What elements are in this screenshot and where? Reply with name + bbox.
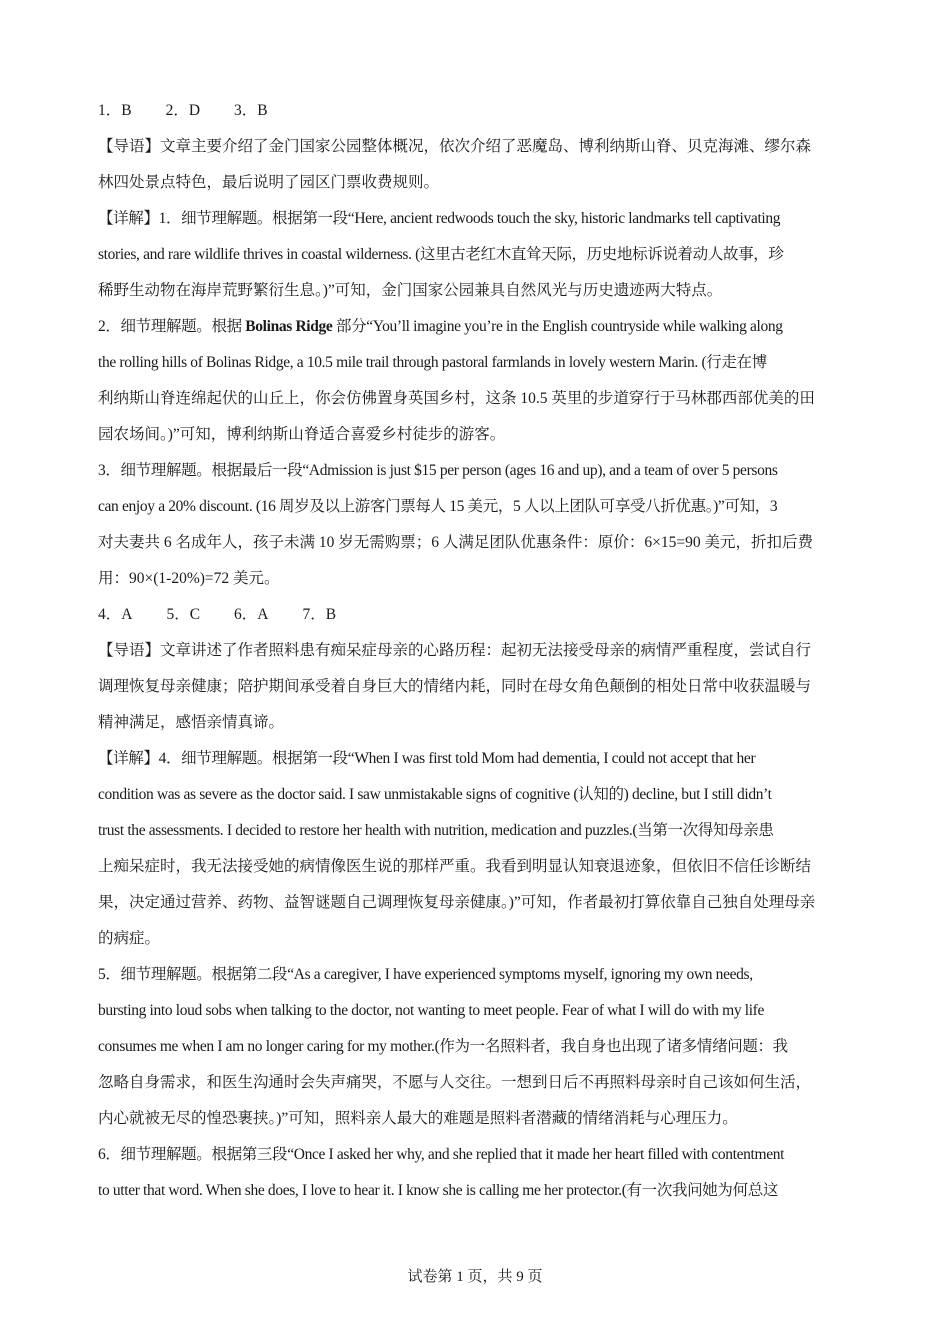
detail-4-line: trust the assessments. I decided to restore her health with nutrition, medication and puzzles.(当第一次得知母亲患 [98,822,774,839]
detail-2-rest: 部分“You’ll imagine you’re in the English countryside while walking along [332,318,783,335]
detail-3-line: 用：90×(1-20%)=72 美元。 [98,570,280,587]
detail-6-line: 6．细节理解题。根据第三段“Once I asked her why, and she replied that it made her heart filled with contentment [98,1146,785,1163]
answer-6: 6．A [234,606,269,623]
detail-2-line: the rolling hills of Bolinas Ridge, a 10.5 mile trail through pastoral farmlands in lovely western Marin. (行走在博 [98,354,767,371]
detail-2-line [98,309,854,345]
detail-4-line: condition was as severe as the doctor said. I saw unmistakable signs of cognitive (认知的) decline, but I still didn’t [98,786,772,803]
document-body [98,93,854,1209]
passage-b-intro-line: 【导语】文章讲述了作者照料患有痴呆症母亲的心路历程：起初无法接受母亲的病情严重程度，尝试自行 [98,642,812,659]
answer-key-row-1 [98,93,854,129]
detail-1-line: 【详解】1．细节理解题。根据第一段“Here, ancient redwoods touch the sky, historic landmarks tell captivating [98,210,781,227]
answer-3: 3．B [234,102,268,119]
answer-2: 2．D [165,102,201,119]
detail-4-line: 上痴呆症时，我无法接受她的病情像医生说的那样严重。我看到明显认知衰退迹象，但依旧不信任诊断结 [98,858,812,875]
answer-4: 4．A [98,606,133,623]
detail-2-line: 利纳斯山脊连绵起伏的山丘上，你会仿佛置身英国乡村，这条 10.5 英里的步道穿行于马林郡西部优美的田 [98,390,815,407]
detail-3-line: 对夫妻共 6 名成年人，孩子未满 10 岁无需购票；6 人满足团队优惠条件：原价：6×15=90 美元，折扣后费 [98,534,813,551]
detail-1-line: 稀野生动物在海岸荒野繁衍生息。)”可知，金门国家公园兼具自然风光与历史遗迹两大特点。 [98,282,723,299]
bolinas-ridge-bold: Bolinas Ridge [245,318,333,335]
detail-5-line: 忽略自身需求，和医生沟通时会失声痛哭，不愿与人交往。一想到日后不再照料母亲时自己该如何生活， [98,1074,812,1091]
answer-key-row-2 [98,597,854,633]
detail-3-line: 3．细节理解题。根据最后一段“Admission is just $15 per person (ages 16 and up), and a team of over 5 persons [98,462,778,479]
detail-5-line: bursting into loud sobs when talking to the doctor, not wanting to meet people. Fear of what I will do with my life [98,1002,764,1019]
detail-5-line: consumes me when I am no longer caring for my mother.(作为一名照料者，我自身也出现了诸多情绪问题：我 [98,1038,788,1055]
answer-1: 1．B [98,102,132,119]
passage-a-intro-line: 【导语】文章主要介绍了金门国家公园整体概况，依次介绍了恶魔岛、博利纳斯山脊、贝克海滩、缪尔森 [98,138,812,155]
detail-5-line: 5．细节理解题。根据第二段“As a caregiver, I have experienced symptoms myself, ignoring my own needs, [98,966,753,983]
answer-7: 7．B [302,606,337,623]
detail-4-line: 的病症。 [98,930,161,947]
answer-5: 5．C [166,606,201,623]
detail-6-line: to utter that word. When she does, I love to hear it. I know she is calling me her protector.(有一次我问她为何总这 [98,1182,779,1199]
detail-4-line: 果，决定通过营养、药物、益智谜题自己调理恢复母亲健康。)”可知，作者最初打算依靠自己独自处理母亲 [98,894,816,911]
detail-2-prefix: 2．细节理解题。根据 [98,318,246,335]
page-footer: 试卷第 1 页，共 9 页 [407,1269,543,1285]
detail-5-line: 内心就被无尽的惶恐裹挟。)”可知，照料亲人最大的难题是照料者潜藏的情绪消耗与心理压力。 [98,1110,738,1127]
detail-3-line: can enjoy a 20% discount. (16 周岁及以上游客门票每人 15 美元，5 人以上团队可享受八折优惠。)”可知，3 [98,498,778,515]
detail-1-line: stories, and rare wildlife thrives in coastal wilderness. (这里古老红木直耸天际，历史地标诉说着动人故事，珍 [98,246,784,263]
passage-b-intro-line: 调理恢复母亲健康；陪护期间承受着自身巨大的情绪内耗，同时在母女角色颠倒的相处日常中收获温暖与 [98,678,812,695]
detail-2-line: 园农场间。)”可知，博利纳斯山脊适合喜爱乡村徒步的游客。 [98,426,506,443]
passage-b-intro-line: 精神满足，感悟亲情真谛。 [98,714,285,731]
passage-a-intro-line: 林四处景点特色，最后说明了园区门票收费规则。 [98,174,440,191]
detail-4-line: 【详解】4．细节理解题。根据第一段“When I was first told Mom had dementia, I could not accept that her [98,750,756,767]
